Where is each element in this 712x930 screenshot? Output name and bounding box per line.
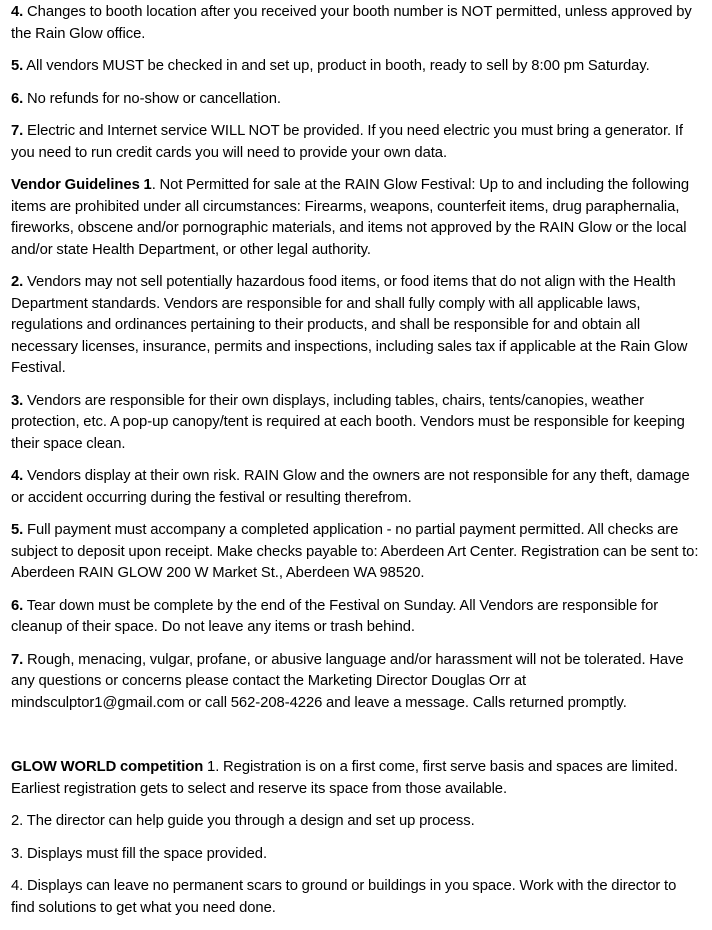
guideline-text: Vendors are responsible for their own displays, including tables, chairs, tents/canopies, weather protection, etc. A pop-up canopy/tent is required at each booth. Vendors must be responsible for keeping their space clean.: [11, 392, 685, 452]
vendor-guidelines-intro: [11, 175, 699, 261]
rule-7: [11, 121, 699, 164]
guideline-number: 5.: [11, 522, 24, 538]
vendor-guideline-4: [11, 466, 699, 509]
glow-world-intro: [11, 757, 699, 800]
guideline-text: Full payment must accompany a completed application - no partial payment permitted. All checks are subject to deposit upon receipt. Make checks payable to: Aberdeen Art Center. Registration can be sent to: Aberdeen RAIN GLOW 200 W Market St., Aberdeen WA 98520.: [11, 522, 699, 581]
rule-number: 4.: [11, 4, 24, 20]
rule-4: [11, 2, 699, 45]
rule-5: [11, 56, 699, 78]
glow-world-item-2: 2. The director can help guide you through a design and set up process.: [11, 813, 475, 829]
rule-number: 6.: [11, 90, 24, 107]
rule-text: No refunds for no-show or cancellation.: [23, 90, 281, 107]
guideline-text: Vendors display at their own risk. RAIN Glow and the owners are not responsible for any theft, damage or accident occurring during the festival or resulting therefrom.: [11, 468, 690, 506]
rule-text: All vendors MUST be checked in and set up, product in booth, ready to sell by 8:00 pm Saturday.: [23, 58, 650, 74]
guideline-text: Tear down must be complete by the end of the Festival on Sunday. All Vendors are responsible for cleanup of their space. Do not leave any items or trash behind.: [11, 597, 659, 635]
glow-world-heading: GLOW WORLD competition: [11, 759, 204, 775]
guideline-number: 2.: [11, 274, 24, 290]
glow-world-item-3: 3. Displays must fill the space provided.: [11, 845, 268, 862]
vendor-guideline-3: [11, 391, 699, 456]
rule-number: 5.: [11, 58, 24, 74]
vendor-guideline-text: . Not Permitted for sale at the RAIN Glow Festival: Up to and including the following items are prohibited under all circumstances: Firearms, weapons, counterfeit items, drug paraphernalia, fireworks, obscene and/or pornographic materials, and items not approved by the RAIN Glow or the local and/or state Health Department, or other legal authority.: [11, 177, 690, 258]
glow-world-item-4: 4. Displays can leave no permanent scars to ground or buildings in you space. Work with the director to find solutions to get what you need done.: [11, 878, 677, 916]
glow-world-text: 1. Registration is on a first come, first serve basis and spaces are limited. Earliest registration gets to select and reserve its space from those available.: [11, 759, 678, 797]
rule-number: 7.: [11, 123, 24, 139]
rule-6: [11, 89, 699, 111]
rule-text: Changes to booth location after you received your booth number is NOT permitted, unless approved by the Rain Glow office.: [11, 4, 692, 42]
vendor-guideline-5: [11, 520, 699, 585]
guideline-number: 4.: [11, 468, 24, 484]
guideline-number: 6.: [11, 597, 24, 614]
vendor-guideline-2: [11, 272, 699, 380]
guideline-text: Vendors may not sell potentially hazardous food items, or food items that do not align with the Health Department standards. Vendors are responsible for and shall fully comply with all applicable laws, regulations and ordinances pertaining to their products, and shall be responsible for and obtain all necessary licenses, insurance, permits and inspections, including sales tax if applicable at the Rain Glow Festival.: [11, 274, 688, 376]
guideline-text: Rough, menacing, vulgar, profane, or abusive language and/or harassment will not be tolerated. Have any questions or concerns please contact the Marketing Director Douglas Orr at mindsculptor1@gmail.com or call 562-208-4226 and leave a message. Calls returned promptly.: [11, 651, 684, 711]
document-page: [11, 2, 699, 930]
guideline-number: 3.: [11, 392, 24, 409]
vendor-guidelines-heading: Vendor Guidelines 1: [11, 177, 152, 193]
section-gap: [11, 725, 699, 757]
vendor-guideline-6: [11, 596, 699, 639]
vendor-guideline-7: [11, 650, 699, 715]
guideline-number: 7.: [11, 651, 24, 668]
rule-text: Electric and Internet service WILL NOT be provided. If you need electric you must bring a generator. If you need to run credit cards you will need to provide your own data.: [11, 123, 683, 161]
